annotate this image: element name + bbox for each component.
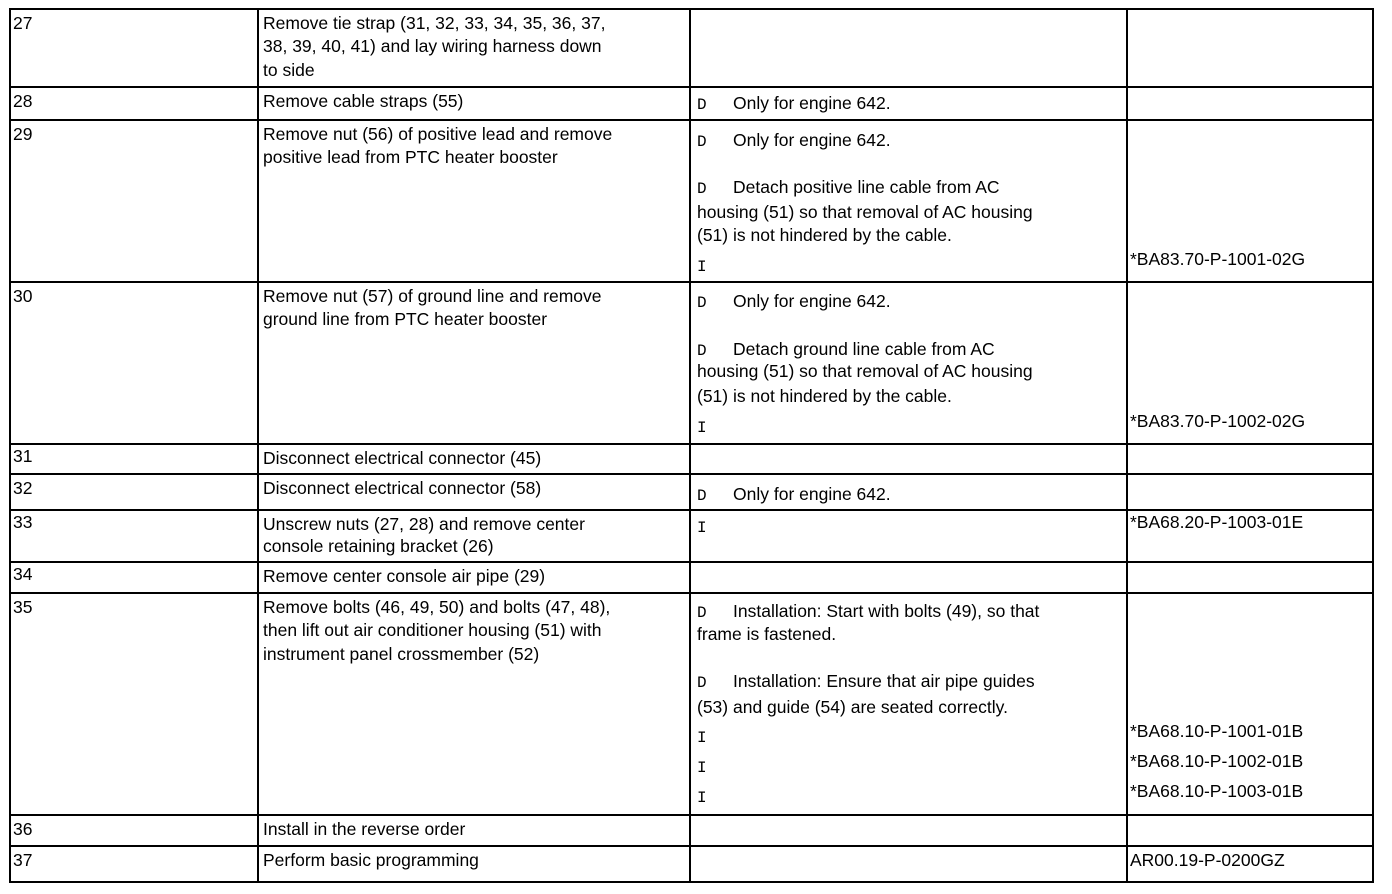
reference-cell	[1126, 563, 1128, 592]
info-marker: I	[697, 519, 707, 537]
reference-cell	[1126, 847, 1285, 881]
reference-link[interactable]: *BA68.20-P-1003-01E	[1130, 512, 1304, 532]
info-marker: I	[697, 759, 707, 777]
step-number: 33	[13, 512, 33, 532]
step-number: 30	[13, 286, 33, 306]
notes-cell	[689, 445, 691, 473]
info-marker: I	[697, 258, 707, 276]
step-cell: Install in the reverse order	[257, 816, 259, 845]
step-cell: Remove cable straps (55)	[257, 88, 259, 119]
notes-cell: D Installation: Start with bolts (49), so that frame is fastened. D Installation: Ensure that air pipe guides (53) and guide (54) are seated correctly. I I I	[689, 594, 691, 814]
table-row	[9, 509, 1374, 563]
step-cell: Unscrew nuts (27, 28) and remove center console retaining bracket (26)	[257, 511, 259, 561]
reference-cell	[1126, 816, 1128, 845]
reference-cell	[1126, 10, 1128, 86]
step-number: 34	[13, 564, 33, 584]
table-row	[9, 443, 1374, 475]
reference-cell	[1126, 475, 1128, 509]
notes-cell: D Only for engine 642. D Detach ground line cable from AC housing (51) so that removal of AC housing (51) is not hindered by the cable. I	[689, 283, 691, 443]
table-row	[9, 561, 1374, 594]
step-cell: Remove bolts (46, 49, 50) and bolts (47, 48), then lift out air conditioner housing (51) with instrument panel crossmember (52)	[257, 594, 259, 814]
step-cell: Remove center console air pipe (29)	[257, 563, 259, 592]
notes-cell	[689, 847, 691, 881]
notes-cell	[689, 816, 691, 845]
step-number: 35	[13, 597, 33, 617]
table-row	[9, 814, 1374, 847]
reference-cell	[1126, 445, 1128, 473]
notes-cell: D Only for engine 642. D Detach positive line cable from AC housing (51) so that removal of AC housing (51) is not hindered by the cable. I	[689, 121, 691, 281]
step-number: 36	[13, 819, 33, 839]
note-marker: D	[697, 96, 707, 114]
step-cell: Remove nut (57) of ground line and remove ground line from PTC heater booster	[257, 283, 259, 443]
step-cell: Perform basic programming	[257, 847, 259, 881]
step-number: 28	[13, 91, 33, 111]
info-marker: I	[697, 419, 707, 437]
table-row	[9, 845, 1374, 883]
reference-cell	[1126, 88, 1128, 119]
notes-cell: D Only for engine 642.	[689, 475, 691, 509]
step-number: 27	[13, 13, 33, 33]
note-marker: D	[697, 133, 707, 151]
step-number: 29	[13, 124, 33, 144]
table-row	[9, 8, 1374, 88]
reference-cell	[1126, 594, 1304, 814]
note-marker: D	[697, 180, 707, 198]
note-marker: D	[697, 674, 707, 692]
reference-link[interactable]: *BA68.10-P-1002-01B	[1130, 751, 1304, 771]
note-marker: D	[697, 294, 707, 312]
table-row	[9, 592, 1374, 816]
reference-link[interactable]: AR00.19-P-0200GZ	[1130, 850, 1285, 870]
step-cell: Remove nut (56) of positive lead and remove positive lead from PTC heater booster	[257, 121, 259, 281]
notes-cell	[689, 10, 691, 86]
note-marker: D	[697, 487, 707, 505]
note-marker: D	[697, 604, 707, 622]
step-cell: Disconnect electrical connector (45)	[257, 445, 259, 473]
reference-link[interactable]: *BA83.70-P-1001-02G	[1130, 249, 1306, 269]
reference-link[interactable]: *BA83.70-P-1002-02G	[1130, 411, 1306, 431]
notes-cell	[689, 563, 691, 592]
step-number: 37	[13, 850, 33, 870]
step-cell: Remove tie strap (31, 32, 33, 34, 35, 36, 37, 38, 39, 40, 41) and lay wiring harness down to side	[257, 10, 259, 86]
reference-link[interactable]: *BA68.10-P-1003-01B	[1130, 781, 1304, 801]
note-marker: D	[697, 342, 707, 360]
info-marker: I	[697, 729, 707, 747]
table-row	[9, 473, 1374, 511]
table-row	[9, 281, 1374, 445]
step-cell: Disconnect electrical connector (58)	[257, 475, 259, 509]
notes-cell	[689, 511, 707, 561]
table-row	[9, 119, 1374, 283]
step-number: 31	[13, 446, 33, 466]
info-marker: I	[697, 789, 707, 807]
notes-cell: D Only for engine 642.	[689, 88, 691, 119]
reference-cell	[1126, 121, 1306, 281]
step-number: 32	[13, 478, 33, 498]
reference-link[interactable]: *BA68.10-P-1001-01B	[1130, 721, 1304, 741]
reference-cell	[1126, 511, 1304, 561]
table-row	[9, 86, 1374, 121]
reference-cell	[1126, 283, 1306, 443]
